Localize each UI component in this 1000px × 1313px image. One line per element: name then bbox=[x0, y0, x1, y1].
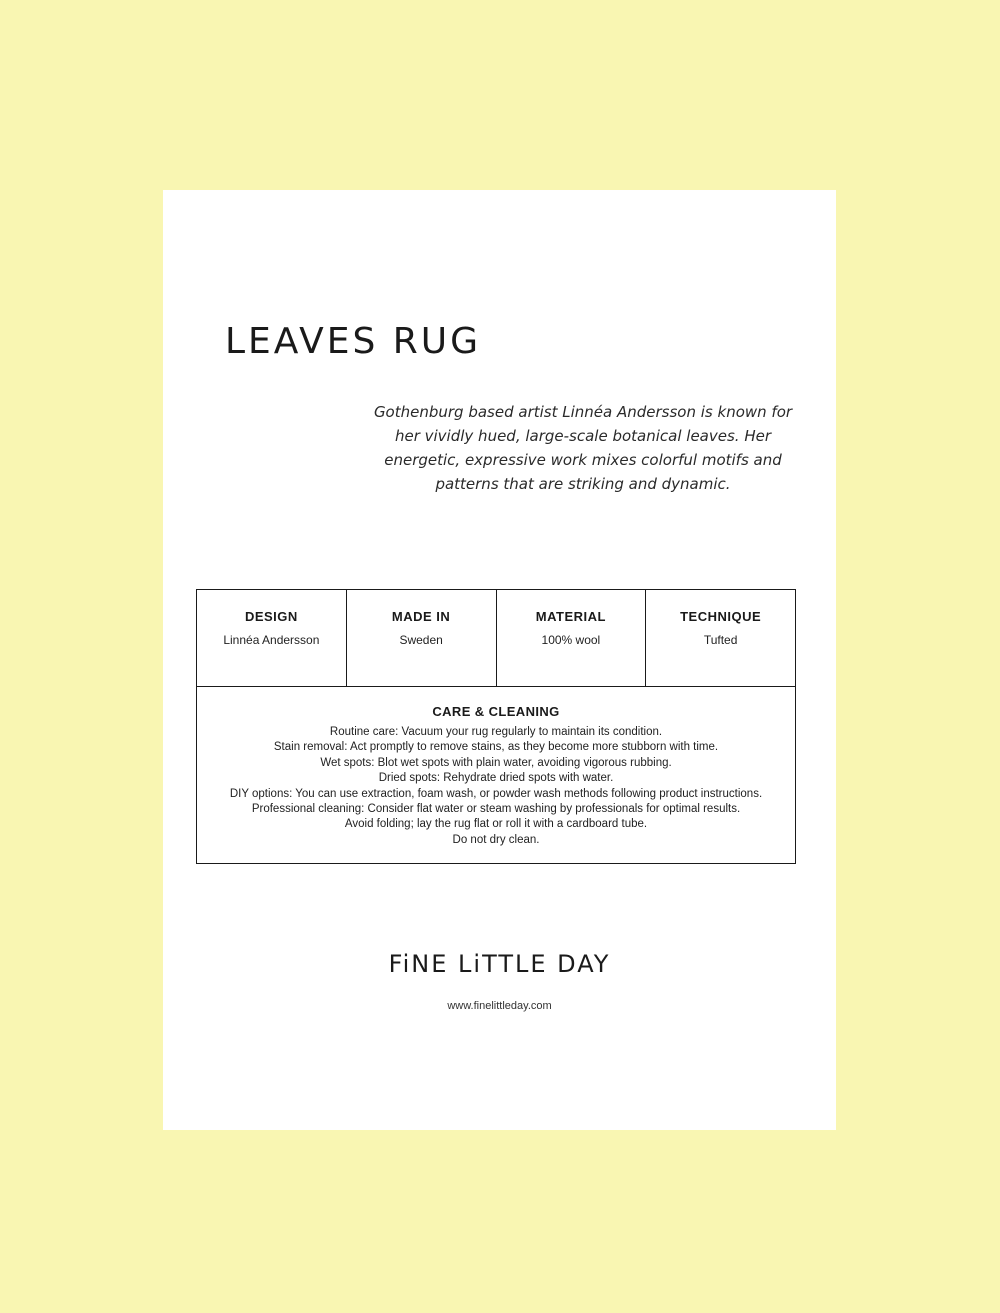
care-line: Do not dry clean. bbox=[452, 833, 540, 846]
care-section bbox=[197, 687, 795, 848]
page-title: LEAVES RUG bbox=[225, 321, 482, 362]
brand-logo: FiNE LiTTLE DAY bbox=[388, 950, 611, 978]
spec-label: DESIGN bbox=[244, 609, 298, 624]
spec-label: MADE IN bbox=[391, 609, 451, 624]
care-line: Professional cleaning: Consider flat water or steam washing by professionals for optimal results. bbox=[251, 803, 741, 816]
spec-label: MATERIAL bbox=[535, 609, 606, 624]
care-line: Dried spots: Rehydrate dried spots with water. bbox=[378, 772, 614, 785]
care-line: Stain removal: Act promptly to remove stains, as they become more stubborn with time. bbox=[273, 741, 719, 754]
spec-cell-made-in bbox=[347, 590, 497, 686]
spec-cell-design bbox=[197, 590, 347, 686]
product-card bbox=[163, 190, 836, 1130]
website-url: www.finelittleday.com bbox=[447, 1000, 552, 1012]
specs-table bbox=[196, 589, 796, 864]
spec-cell-technique bbox=[646, 590, 795, 686]
spec-value: Tufted bbox=[703, 633, 738, 647]
care-title: CARE & CLEANING bbox=[432, 704, 560, 719]
specs-row bbox=[197, 590, 795, 687]
spec-cell-material bbox=[497, 590, 647, 686]
intro-text: Gothenburg based artist Linnéa Andersson is known for her vividly hued, large-scale botanical leaves. Her energetic, expressive work mixes colorful motifs and patterns that are striking and dynamic. bbox=[373, 403, 793, 493]
spec-value: Sweden bbox=[399, 633, 443, 647]
spec-value: 100% wool bbox=[541, 633, 601, 647]
care-line: Avoid folding; lay the rug flat or roll it with a cardboard tube. bbox=[344, 818, 648, 831]
care-line: DIY options: You can use extraction, foam wash, or powder wash methods following product instructions. bbox=[229, 787, 763, 800]
spec-label: TECHNIQUE bbox=[680, 609, 762, 624]
spec-value: Linnéa Andersson bbox=[223, 633, 320, 647]
care-line: Wet spots: Blot wet spots with plain water, avoiding vigorous rubbing. bbox=[320, 756, 672, 769]
care-line: Routine care: Vacuum your rug regularly to maintain its condition. bbox=[329, 726, 663, 738]
